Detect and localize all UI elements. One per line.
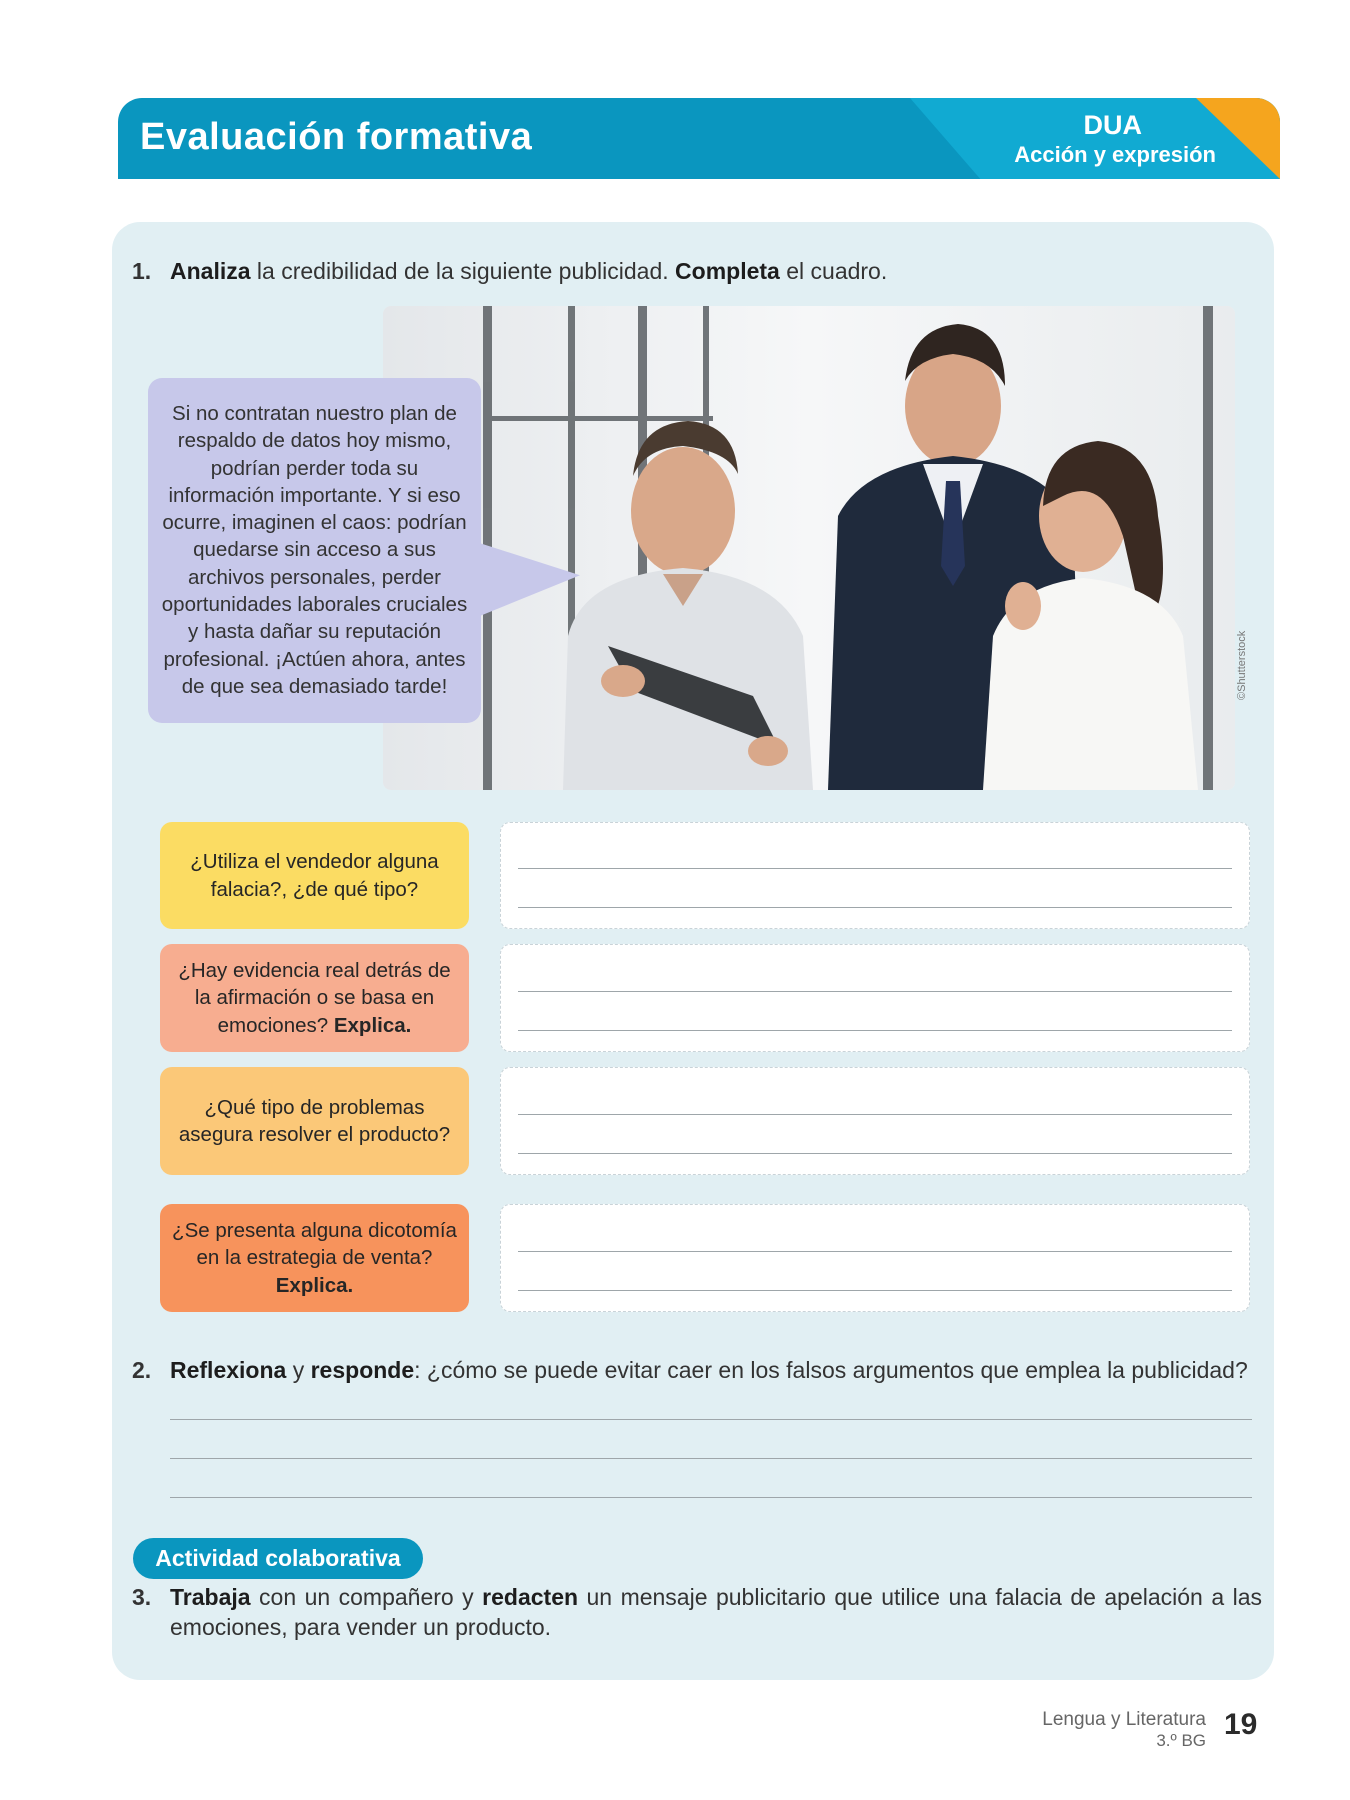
question-text: el cuadro.	[779, 258, 888, 284]
question-1	[132, 256, 887, 286]
business-people-photo	[383, 306, 1235, 790]
writing-line[interactable]	[170, 1458, 1252, 1459]
question-text: con un compañero y	[250, 1584, 483, 1610]
answer-line	[518, 907, 1232, 908]
image-credit: ©Shutterstock	[1236, 630, 1248, 700]
question-text: la credibilidad de la siguiente publicidad.	[250, 258, 676, 284]
question-verb: Trabaja	[170, 1584, 251, 1610]
card-emphasis: Explica.	[333, 1013, 412, 1037]
card-emphasis: Explica.	[275, 1273, 354, 1297]
header-banner	[118, 98, 1280, 179]
card-text: ¿Se presenta alguna dicotomía en la estrategia de venta?	[172, 1219, 457, 1270]
table-question-card	[160, 822, 469, 929]
answer-line	[518, 868, 1232, 869]
card-text: ¿Utiliza el vendedor alguna falacia?, ¿de qué tipo?	[190, 850, 439, 901]
table-question-card	[160, 1204, 469, 1312]
answer-box[interactable]	[500, 944, 1250, 1052]
question-number: 2.	[132, 1357, 152, 1383]
question-number: 3.	[132, 1584, 152, 1610]
question-verb: Completa	[675, 258, 780, 284]
question-text: un mensaje publicitario que utilice una falacia de apelación a las emociones, para vender un producto.	[170, 1584, 1262, 1640]
question-verb: responde	[310, 1357, 415, 1383]
writing-line[interactable]	[170, 1419, 1252, 1420]
card-text: ¿Hay evidencia real detrás de la afirmación o se basa en emociones?	[178, 959, 451, 1037]
answer-line	[518, 1114, 1232, 1115]
dua-tag: DUA	[1083, 110, 1142, 140]
answer-line	[518, 1251, 1232, 1252]
answer-box[interactable]	[500, 1067, 1250, 1175]
answer-line	[518, 1153, 1232, 1154]
question-verb: Reflexiona	[170, 1357, 287, 1383]
page-title: Evaluación formativa	[140, 116, 533, 158]
collaborative-activity-label: Actividad colaborativa	[133, 1538, 423, 1579]
question-verb: Analiza	[170, 258, 251, 284]
question-text: : ¿cómo se puede evitar caer en los falsos argumentos que emplea la publicidad?	[414, 1357, 1248, 1383]
question-number: 1.	[132, 258, 152, 284]
business-people-illustration	[383, 306, 1235, 790]
footer-subject: Lengua y Literatura	[1042, 1709, 1206, 1730]
page-number: 19	[1224, 1708, 1258, 1741]
table-question-card	[160, 1067, 469, 1175]
question-verb: redacten	[482, 1584, 579, 1610]
answer-line	[518, 991, 1232, 992]
answer-box[interactable]	[500, 1204, 1250, 1312]
table-question-card	[160, 944, 469, 1052]
answer-box[interactable]	[500, 822, 1250, 929]
dua-subtitle: Acción y expresión	[1014, 142, 1216, 167]
card-text: ¿Qué tipo de problemas asegura resolver el producto?	[178, 1095, 451, 1146]
speech-bubble: Si no contratan nuestro plan de respaldo de datos hoy mismo, podrían perder toda su información importante. Y si eso ocurre, imaginen el caos: podrían quedarse sin acceso a sus archivos personales, perder oportunidades laborales cruciales y hasta dañar su reputación profesional. ¡Actúen ahora, antes de que sea demasiado tarde!	[148, 378, 481, 723]
question-2	[132, 1355, 1248, 1385]
footer-grade: 3.º BG	[1156, 1731, 1206, 1750]
writing-line[interactable]	[170, 1497, 1252, 1498]
answer-line	[518, 1030, 1232, 1031]
question-3	[132, 1582, 1262, 1642]
answer-line	[518, 1290, 1232, 1291]
question-connector: y	[286, 1357, 311, 1383]
